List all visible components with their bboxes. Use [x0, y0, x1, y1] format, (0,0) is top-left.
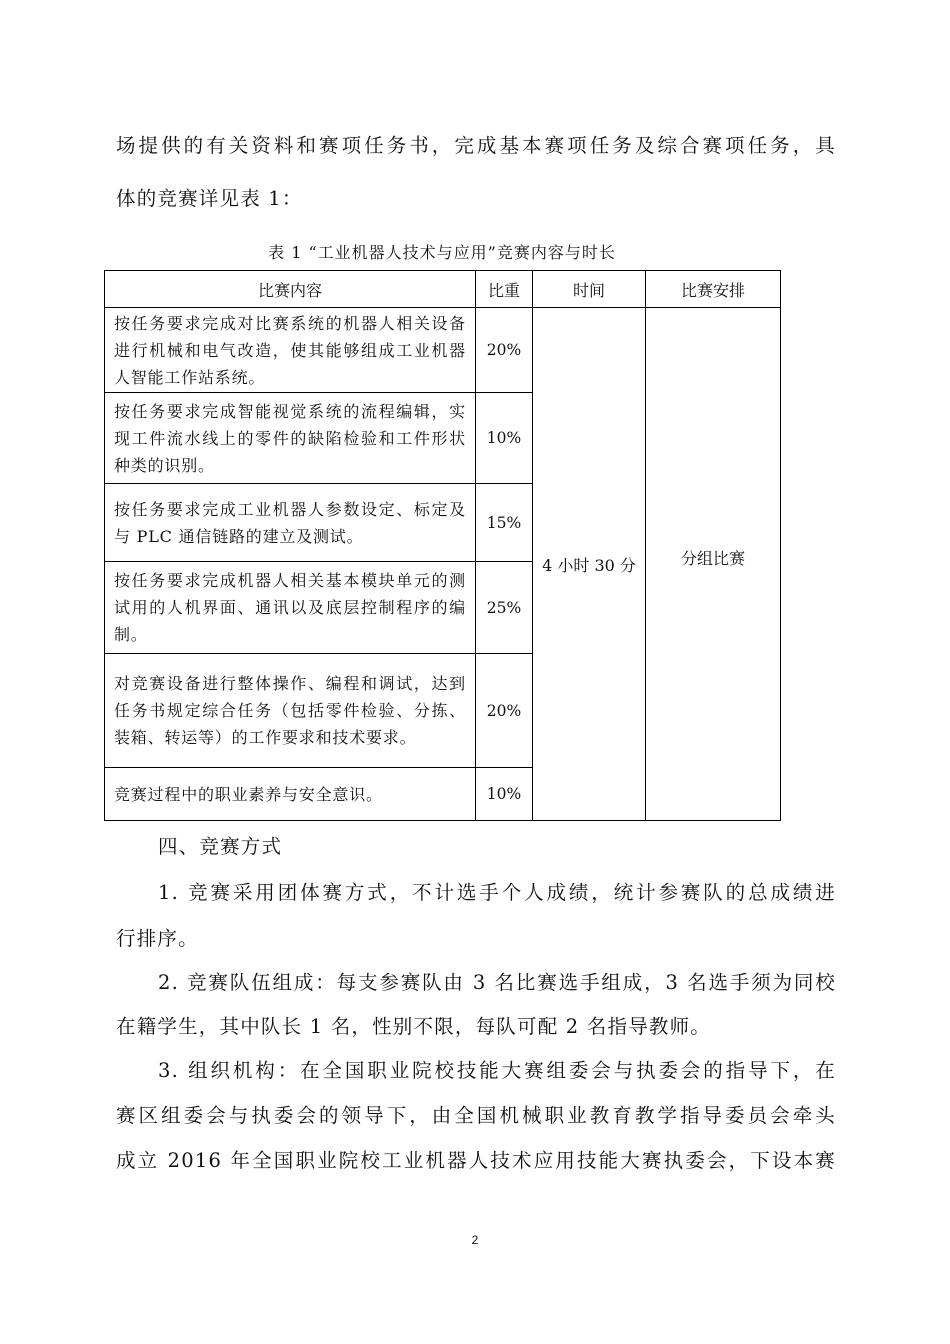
row-weight: 20% — [476, 308, 533, 393]
para-2-line-1: 2. 竞赛队伍组成：每支参赛队由 3 名比赛选手组成，3 名选手须为同校 — [158, 971, 836, 994]
competition-table — [104, 270, 781, 821]
row-content: 对竞赛设备进行整体操作、编程和调试，达到任务书规定综合任务（包括零件检验、分拣、装箱、转运等）的工作要求和技术要求。 — [105, 654, 476, 768]
arrangement-cell: 分组比赛 — [646, 308, 781, 821]
header-content: 比赛内容 — [105, 271, 476, 308]
row-weight: 20% — [476, 654, 533, 768]
row-weight: 10% — [476, 393, 533, 484]
para-3-line-3: 成立 2016 年全国职业院校工业机器人技术应用技能大赛执委会，下设本赛 — [116, 1149, 836, 1172]
para-1-line-1: 1. 竞赛采用团体赛方式，不计选手个人成绩，统计参赛队的总成绩进 — [158, 881, 836, 904]
para-3-line-2: 赛区组委会与执委会的领导下，由全国机械职业教育教学指导委员会牵头 — [116, 1104, 836, 1127]
row-content: 按任务要求完成工业机器人参数设定、标定及与 PLC 通信链路的建立及测试。 — [105, 484, 476, 562]
intro-line-1: 场提供的有关资料和赛项任务书，完成基本赛项任务及综合赛项任务，具 — [116, 134, 836, 157]
time-cell: 4 小时 30 分 — [533, 308, 646, 821]
section-heading: 四、竞赛方式 — [158, 835, 283, 858]
row-weight: 25% — [476, 562, 533, 654]
para-3-line-1: 3. 组织机构：在全国职业院校技能大赛组委会与执委会的指导下，在 — [158, 1059, 836, 1082]
row-content: 按任务要求完成机器人相关基本模块单元的测试用的人机界面、通讯以及底层控制程序的编制。 — [105, 562, 476, 654]
table-header-row — [105, 271, 781, 308]
row-weight: 10% — [476, 768, 533, 821]
header-time: 时间 — [533, 271, 646, 308]
table-row — [105, 308, 781, 393]
page-number: 2 — [471, 1233, 479, 1247]
header-weight: 比重 — [476, 271, 533, 308]
header-arrangement: 比赛安排 — [646, 271, 781, 308]
row-content: 竞赛过程中的职业素养与安全意识。 — [105, 768, 476, 821]
intro-line-2: 体的竞赛详见表 1： — [116, 187, 303, 210]
table-caption: 表 1 “工业机器人技术与应用”竞赛内容与时长 — [268, 243, 616, 262]
para-1-line-2: 行排序。 — [116, 927, 199, 950]
para-2-line-2: 在籍学生，其中队长 1 名，性别不限，每队可配 2 名指导教师。 — [116, 1015, 712, 1038]
row-content: 按任务要求完成智能视觉系统的流程编辑，实现工件流水线上的零件的缺陷检验和工件形状种类的识别。 — [105, 393, 476, 484]
row-content: 按任务要求完成对比赛系统的机器人相关设备进行机械和电气改造，使其能够组成工业机器人智能工作站系统。 — [105, 308, 476, 393]
row-weight: 15% — [476, 484, 533, 562]
